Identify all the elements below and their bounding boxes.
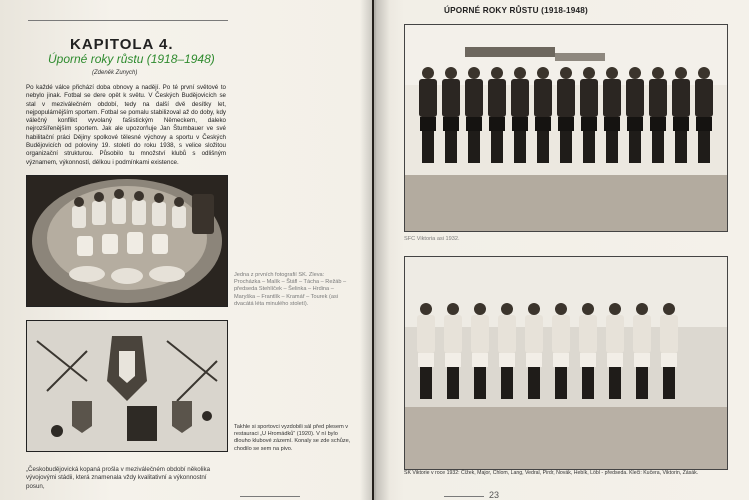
player-legs — [698, 131, 710, 163]
player-shorts — [558, 117, 574, 131]
bottom-quote: „Českobudějovická kopaná prošla v meziválečném období několika vývojovými stádii, která znamenala vždy kvalitativní a výkonnostní posun, — [26, 466, 211, 490]
player-head — [609, 303, 621, 315]
player-body — [580, 79, 598, 117]
player-body — [626, 79, 644, 117]
player-shorts — [634, 353, 650, 367]
player-shorts — [650, 117, 666, 131]
chapter-label: KAPITOLA 4. — [70, 36, 174, 53]
player-shorts — [420, 117, 436, 131]
player-legs — [445, 131, 457, 163]
player-shorts — [512, 117, 528, 131]
player-body — [419, 79, 437, 117]
photo2-caption: Takhle si sportovci vyzdobili sál před plesem v restauraci „U Hromádků“ (1920). V ní bylo dlouho klubové zázemí. Konaly se zde schůze, chodilo se sem na pivo. — [234, 424, 351, 452]
page-number: 23 — [489, 490, 500, 500]
player-head — [663, 303, 675, 315]
player-body — [465, 79, 483, 117]
player-head — [652, 67, 664, 79]
player-body — [534, 79, 552, 117]
player-shorts — [443, 117, 459, 131]
player-head — [514, 67, 526, 79]
left-page — [0, 0, 372, 500]
player-legs — [420, 367, 432, 399]
player-shorts — [553, 353, 569, 367]
player-legs — [583, 131, 595, 163]
player-shorts — [445, 353, 461, 367]
player-legs — [491, 131, 503, 163]
player-head — [555, 303, 567, 315]
player-shorts — [580, 353, 596, 367]
photo1-caption: Jedna z prvních fotografií SK. Zleva: Procházka – Malík – Štáfl – Tácha – Režáb – předseda Stehlíček – Šelinka – Hrdina – Maryška – Frantlík – Kramář – Tourek (asi dvacátá léta minulého století). — [234, 272, 347, 307]
team-photo-1932 — [404, 24, 728, 232]
player-legs — [555, 367, 567, 399]
player-shorts — [535, 117, 551, 131]
team-photo-early — [26, 175, 228, 307]
player-shorts — [418, 353, 434, 367]
team-photo-sk-viktorie-image — [405, 257, 727, 469]
chapter-title: Úporné roky růstu (1918–1948) — [48, 52, 215, 66]
player-head — [537, 67, 549, 79]
player-shorts — [661, 353, 677, 367]
player-legs — [582, 367, 594, 399]
player-head — [582, 303, 594, 315]
player-body — [444, 315, 462, 353]
player-legs — [675, 131, 687, 163]
player-head — [675, 67, 687, 79]
player-legs — [514, 131, 526, 163]
player-shorts — [526, 353, 542, 367]
player-head — [501, 303, 513, 315]
bottom-rule — [240, 496, 300, 497]
player-legs — [537, 131, 549, 163]
player-legs — [422, 131, 434, 163]
photo4-caption: SK Viktorie v roce 1932: Čížek, Major, Chlom, Lang, Vedral, Pirdr, Novák, Hebík, Löbl - předseda. Kleči: Kučera, Viktorin, Zásák. — [404, 470, 699, 476]
player-body — [471, 315, 489, 353]
player-legs — [560, 131, 572, 163]
player-head — [445, 67, 457, 79]
player-body — [603, 79, 621, 117]
hall-decoration-photo — [26, 320, 228, 452]
player-shorts — [499, 353, 515, 367]
player-body — [498, 315, 516, 353]
player-body — [695, 79, 713, 117]
player-body — [579, 315, 597, 353]
player-body — [633, 315, 651, 353]
player-body — [660, 315, 678, 353]
player-legs — [501, 367, 513, 399]
player-legs — [447, 367, 459, 399]
player-body — [417, 315, 435, 353]
hall-decoration-image — [27, 321, 227, 451]
player-shorts — [581, 117, 597, 131]
player-shorts — [627, 117, 643, 131]
player-head — [528, 303, 540, 315]
player-head — [447, 303, 459, 315]
top-rule — [28, 20, 228, 21]
intro-text: Po každé válce přichází doba obnovy a nadějí. Po té první světové to nebylo jinak. Fotbal se dere opět k světu. V Českých Budějovicích se stal v meziválečném období, tedy na další dvě desítky let, nejpopulárnějším sportem. Fotbal se pomalu stabilizoval až do doby, kdy válečný konflikt vyvolaný fašistickým Německem, daleko nejrozšířenějším sportem. Jak ale upozorňuje Jan Štumbauer ve své habilitační práci Dějiny spolkové tělesné výchovy a sportu v Českých Budějovicích od poloviny 19. století do roku 1938, s velice složitou organizační strukturou. Působilo tu množství klubů s odlišným významem, výkonností, délkou i podmínkami existence. — [26, 84, 226, 166]
player-head — [629, 67, 641, 79]
team-photo-sk-viktorie — [404, 256, 728, 470]
player-body — [557, 79, 575, 117]
player-shorts — [604, 117, 620, 131]
player-head — [468, 67, 480, 79]
right-page — [374, 0, 749, 500]
player-shorts — [489, 117, 505, 131]
player-body — [606, 315, 624, 353]
player-shorts — [466, 117, 482, 131]
player-legs — [528, 367, 540, 399]
player-legs — [609, 367, 621, 399]
player-legs — [663, 367, 675, 399]
player-body — [511, 79, 529, 117]
player-shorts — [696, 117, 712, 131]
player-body — [525, 315, 543, 353]
team-photo-1932-image — [405, 25, 727, 231]
player-shorts — [472, 353, 488, 367]
player-legs — [606, 131, 618, 163]
author: (Zdeněk Zunych) — [92, 70, 138, 76]
player-legs — [468, 131, 480, 163]
player-head — [583, 67, 595, 79]
player-head — [698, 67, 710, 79]
player-body — [672, 79, 690, 117]
player-head — [636, 303, 648, 315]
player-legs — [652, 131, 664, 163]
player-head — [560, 67, 572, 79]
player-body — [488, 79, 506, 117]
player-body — [552, 315, 570, 353]
player-legs — [636, 367, 648, 399]
player-shorts — [673, 117, 689, 131]
running-head: ÚPORNÉ ROKY RŮSTU (1918-1948) — [444, 6, 588, 15]
player-head — [474, 303, 486, 315]
team-photo-early-image — [27, 176, 227, 306]
player-body — [442, 79, 460, 117]
player-head — [606, 67, 618, 79]
player-head — [491, 67, 503, 79]
photo3-caption: SFC Viktoria asi 1932. — [404, 236, 460, 242]
bottom-rule-right — [444, 496, 484, 497]
player-legs — [629, 131, 641, 163]
player-head — [422, 67, 434, 79]
player-shorts — [607, 353, 623, 367]
player-body — [649, 79, 667, 117]
player-head — [420, 303, 432, 315]
player-legs — [474, 367, 486, 399]
